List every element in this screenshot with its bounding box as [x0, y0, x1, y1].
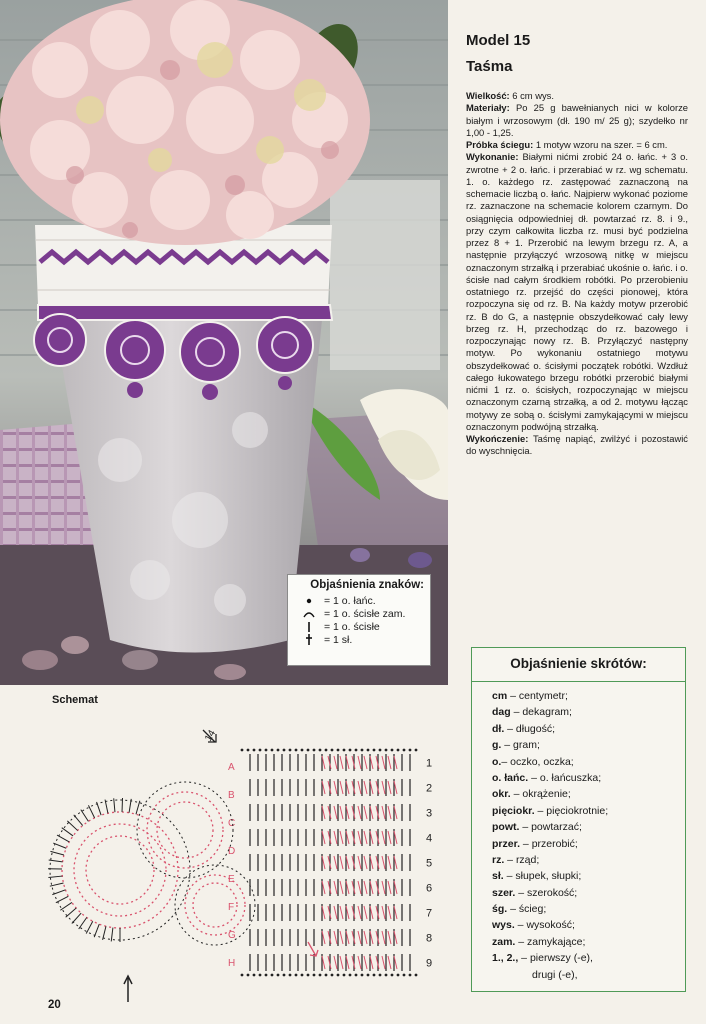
- pink-stitch: [364, 831, 367, 844]
- work-label: Wykonanie:: [466, 151, 519, 163]
- pink-stitch: [382, 881, 385, 894]
- abbreviation-key: zam.: [492, 935, 516, 948]
- pink-stitch: [364, 781, 367, 794]
- motif-arc: [147, 792, 223, 868]
- abbreviation-key: powt.: [492, 821, 520, 834]
- abbreviation-item: [492, 967, 685, 983]
- abbreviation-item: [492, 770, 685, 786]
- radial-stitch: [52, 890, 65, 895]
- pink-stitch: [388, 906, 391, 919]
- chain-dot: [409, 749, 412, 752]
- chain-dot: [283, 749, 286, 752]
- pink-stitch: [388, 831, 391, 844]
- radial-stitch: [57, 835, 69, 842]
- gauge-text: 1 motyw wzoru na szer. = 6 cm.: [533, 139, 668, 150]
- pink-stitch: [358, 756, 361, 769]
- radial-stitch: [62, 828, 73, 836]
- radial-stitch: [49, 860, 63, 862]
- motif-letter: C: [228, 818, 236, 829]
- pink-stitch: [340, 906, 343, 919]
- schematic-label: Schemat: [52, 694, 98, 706]
- pink-arrow-icon: [308, 942, 318, 956]
- chain-dot: [265, 974, 268, 977]
- pink-stitch: [358, 856, 361, 869]
- abbreviation-text: – dekagram;: [510, 706, 572, 719]
- abbreviation-item: [492, 868, 685, 884]
- motif-letter: D: [228, 846, 236, 857]
- motif-arc: [157, 802, 213, 858]
- symbol-row: [294, 620, 424, 633]
- chain-dot: [277, 749, 280, 752]
- radial-stitch: [111, 928, 113, 942]
- size-text: 6 cm wys.: [509, 90, 554, 101]
- row-number: 8: [426, 932, 433, 945]
- abbreviation-key: okr.: [492, 788, 511, 801]
- abbreviations-box: [471, 647, 686, 992]
- pink-stitch: [334, 856, 337, 869]
- chain-dot: [325, 749, 328, 752]
- chain-dot: [349, 974, 352, 977]
- radial-stitch: [94, 924, 99, 937]
- radial-stitch: [67, 821, 77, 831]
- pink-stitch: [364, 856, 367, 869]
- size-paragraph: [466, 90, 688, 102]
- pink-stitch: [364, 906, 367, 919]
- chain-dot: [415, 749, 418, 752]
- pink-stitch: [334, 956, 337, 969]
- motif-arc: [86, 836, 154, 904]
- chain-dot: [337, 974, 340, 977]
- motif-arc: [175, 865, 255, 945]
- abbreviation-item: [492, 836, 685, 852]
- symbol-row: [294, 633, 424, 646]
- pink-stitch: [340, 856, 343, 869]
- abbreviation-text: – pierwszy (-e),: [518, 952, 593, 965]
- chain-dot: [397, 749, 400, 752]
- chain-dot: [361, 974, 364, 977]
- symbols-legend-title: Objaśnienia znaków:: [310, 579, 424, 591]
- chain-dot: [271, 749, 274, 752]
- radial-stitch: [97, 802, 102, 815]
- motif-arc: [74, 824, 166, 916]
- radial-stitch: [48, 876, 62, 877]
- abbreviation-item: [492, 721, 685, 737]
- pink-stitch: [388, 856, 391, 869]
- abbreviation-text: – centymetr;: [507, 690, 568, 702]
- chain-dot: [373, 974, 376, 977]
- chain-dot: [337, 749, 340, 752]
- chain-dot: [247, 974, 250, 977]
- row-number: 6: [426, 882, 433, 895]
- abbreviations-list: [472, 682, 685, 983]
- motif-arc: [137, 782, 236, 878]
- chain-dot: [361, 749, 364, 752]
- chain-dot: [247, 749, 250, 752]
- single-crochet-bar-icon: [294, 621, 324, 633]
- chain-dot: [331, 749, 334, 752]
- radial-stitch: [72, 913, 81, 923]
- row-number: 2: [426, 782, 433, 795]
- pink-stitch: [334, 756, 337, 769]
- radial-stitch: [56, 896, 68, 902]
- pink-stitch: [364, 806, 367, 819]
- chain-dot: [313, 974, 316, 977]
- start-count: 14: [203, 728, 219, 744]
- pink-stitch: [334, 781, 337, 794]
- work-paragraph: [466, 151, 688, 433]
- abbreviation-key: 1., 2.,: [492, 952, 519, 965]
- chain-dot: [271, 974, 274, 977]
- row-number: 9: [426, 957, 433, 970]
- pink-stitch: [364, 956, 367, 969]
- abbreviation-key: wys.: [492, 919, 515, 932]
- radial-stitch: [86, 921, 93, 933]
- pink-stitch: [340, 781, 343, 794]
- pink-stitch: [382, 831, 385, 844]
- crochet-schematic: [20, 720, 440, 1005]
- abbreviation-item: [492, 917, 685, 933]
- abbreviation-item: [492, 950, 685, 966]
- chain-dot: [349, 749, 352, 752]
- abbreviation-key: szer.: [492, 886, 516, 899]
- pink-stitch: [382, 781, 385, 794]
- pink-stitch: [334, 831, 337, 844]
- symbol-text: = 1 o. ścisłe: [324, 620, 380, 633]
- row-number: 1: [426, 757, 433, 770]
- abbreviation-text: – pięciokrotnie;: [534, 804, 609, 817]
- motif-letter: G: [228, 930, 236, 941]
- abbreviation-item: [492, 819, 685, 835]
- pink-stitch: [388, 956, 391, 969]
- double-crochet-cross-icon: [294, 633, 324, 646]
- chain-dot: [355, 749, 358, 752]
- pink-stitch: [388, 931, 391, 944]
- abbreviation-text: – o. łańcuszka;: [528, 771, 602, 784]
- pink-stitch: [358, 906, 361, 919]
- gauge-label: Próbka ściegu:: [466, 139, 534, 150]
- abbreviation-key: dag: [492, 706, 511, 719]
- pink-stitch: [334, 806, 337, 819]
- abbreviation-key: przer.: [492, 837, 521, 850]
- abbreviation-key: sł.: [492, 870, 504, 883]
- pink-stitch: [358, 781, 361, 794]
- pink-stitch: [358, 831, 361, 844]
- pink-stitch: [340, 956, 343, 969]
- pink-stitch: [334, 906, 337, 919]
- finish-paragraph: [466, 433, 688, 458]
- chain-dot: [397, 974, 400, 977]
- chain-dot: [415, 974, 418, 977]
- chain-dot: [325, 974, 328, 977]
- chain-dot: [319, 974, 322, 977]
- motif-letter: H: [228, 958, 236, 969]
- finish-label: Wykończenie:: [466, 433, 529, 444]
- radial-stitch: [114, 798, 115, 812]
- chain-dot: [259, 974, 262, 977]
- abbreviation-text: – słupek, słupki;: [503, 870, 582, 883]
- pink-stitch: [388, 756, 391, 769]
- abbreviation-text: – rząd;: [504, 853, 540, 866]
- chain-dot: [265, 749, 268, 752]
- pink-stitch: [340, 756, 343, 769]
- symbol-text: = 1 sł.: [324, 633, 353, 646]
- abbreviation-item: [492, 934, 685, 950]
- abbreviation-item: [492, 852, 685, 868]
- abbreviation-key: cm: [492, 690, 508, 702]
- abbreviation-text: – oczko, oczka;: [501, 755, 574, 768]
- abbreviation-key: pięciokr.: [492, 804, 535, 817]
- motif-letter: A: [228, 762, 235, 773]
- abbreviation-item: [492, 704, 685, 720]
- radial-stitch: [53, 843, 66, 848]
- symbol-text: = 1 o. łańc.: [324, 594, 376, 607]
- model-subtitle: Taśma: [466, 58, 513, 75]
- chain-dot: [307, 749, 310, 752]
- chain-dot: [391, 974, 394, 977]
- abbreviation-key: o.: [492, 755, 502, 768]
- chain-dot: [379, 974, 382, 977]
- chain-dot: [391, 749, 394, 752]
- symbols-legend: [287, 574, 431, 666]
- work-text: Białymi nićmi zrobić 24 o. łańc. + 3 o. zwrotne + 2 o. łańc. i przerabiać w rz. wg schematu. 1. o. każdego rz. zastępować zaznaczoną na schemacie liczbą o. łańc. Najpierw wykonać poziome rz. zaznaczone na schemacie kolorem czarnym. Do osiągnięcia odpowiedniej dł. powtarzać rz. 8. i 9., przy czym całkowita liczba rz. musi być podzielna przez 8 + 1. Przerobić na lewym brzegu rz. A, a następnie przyłączyć wrzosową nitkę w miejscu oznaczonym strzałką i przerabiać ukośnie o. łańc. i o. ścisłe nad całym środkiem robótki. Po przerobieniu ostatniego rz. przejść do części pionowej, która rozpoczyna się od rz. B. Na każdy motyw przerobić rz. B do G, a następnie obszydełkować cały lewy brzeg rz. H, przechodząc do rz. bazowego i rozpoczynając nowy rz. B. Przyłączyć następny motyw. Po wykonaniu ostatniego motywu obszydełkować o. ścisłymi początek robótki. Wzdłuż całego łukowatego brzegu robótki przerobić białymi nićmi 1 rz. o. ścisłych, rozpoczynając w miejscu oznaczonym czarną strzałką, a od 2. motywu łącząc motywy ze sobą o. ścisłymi zamykającymi w miejscu oznaczonym podwójną strzałką.: [466, 151, 688, 432]
- chain-dot: [283, 974, 286, 977]
- motif-letter: F: [228, 902, 235, 913]
- radial-stitch: [79, 918, 87, 929]
- chain-dot: [295, 974, 298, 977]
- abbreviation-text: drugi (-e),: [532, 968, 578, 981]
- abbreviation-text: – gram;: [501, 739, 540, 752]
- materials-label: Materiały:: [466, 102, 510, 114]
- start-arrow-icon: [124, 976, 132, 1002]
- abbreviation-key: rz.: [492, 853, 505, 866]
- abbreviation-item: [492, 803, 685, 819]
- row-number: 5: [426, 857, 433, 870]
- chain-dot: [373, 749, 376, 752]
- model-title: Model 15: [466, 32, 531, 49]
- pink-stitch: [382, 856, 385, 869]
- chain-dot: [253, 974, 256, 977]
- pink-stitch: [364, 881, 367, 894]
- chain-dot: [253, 749, 256, 752]
- chain-dot: [409, 974, 412, 977]
- pink-stitch: [340, 831, 343, 844]
- pink-stitch: [382, 931, 385, 944]
- radial-stitch: [136, 801, 140, 814]
- radial-stitch: [74, 815, 83, 826]
- pink-stitch: [340, 806, 343, 819]
- pink-stitch: [388, 806, 391, 819]
- abbreviation-text: – przerobić;: [520, 837, 578, 850]
- pink-stitch: [358, 881, 361, 894]
- chain-dot: [301, 974, 304, 977]
- chain-dot: [259, 749, 262, 752]
- row-number: 3: [426, 807, 433, 820]
- chain-dot: [313, 749, 316, 752]
- chain-dot: [289, 974, 292, 977]
- pink-stitch: [334, 931, 337, 944]
- abbreviation-text: – okrążenie;: [510, 788, 571, 801]
- abbreviation-key: śg.: [492, 903, 508, 916]
- pink-stitch: [364, 931, 367, 944]
- abbreviation-key: o. łańc.: [492, 771, 529, 784]
- pink-stitch: [382, 906, 385, 919]
- abbreviation-item: [492, 901, 685, 917]
- radial-stitch: [60, 902, 72, 910]
- abbreviation-text: – powtarzać;: [519, 821, 582, 834]
- chain-dot: [277, 974, 280, 977]
- chain-dot: [241, 974, 244, 977]
- symbol-row: [294, 607, 424, 620]
- chain-dot: [295, 749, 298, 752]
- symbol-row: [294, 594, 424, 607]
- abbreviation-key: g.: [492, 739, 502, 752]
- pink-stitch: [358, 931, 361, 944]
- pink-stitch: [334, 881, 337, 894]
- materials-paragraph: [466, 102, 688, 139]
- pink-stitch: [382, 806, 385, 819]
- pink-stitch: [358, 806, 361, 819]
- chain-dot: [343, 749, 346, 752]
- pink-stitch: [364, 756, 367, 769]
- abbreviation-item: [492, 737, 685, 753]
- abbreviation-text: – ścieg;: [507, 903, 547, 916]
- chain-dot: [355, 974, 358, 977]
- abbreviation-text: – długość;: [504, 722, 556, 735]
- chain-dot: [385, 749, 388, 752]
- motif-arc: [62, 812, 178, 928]
- radial-stitch: [81, 810, 89, 822]
- radial-stitch: [129, 799, 131, 813]
- abbreviation-item: [492, 688, 685, 704]
- size-label: Wielkość:: [466, 90, 510, 101]
- row-number: 7: [426, 907, 433, 920]
- pink-stitch: [388, 781, 391, 794]
- symbol-text: = 1 o. ścisłe zam.: [324, 607, 406, 620]
- motif-letter: E: [228, 874, 235, 885]
- row-number: 4: [426, 832, 433, 845]
- motif-letter: B: [228, 790, 235, 801]
- pink-stitch: [388, 881, 391, 894]
- chain-dot: [319, 749, 322, 752]
- chain-dot-icon: [294, 596, 324, 606]
- chain-dot: [403, 974, 406, 977]
- pink-stitch: [340, 931, 343, 944]
- chain-dot: [385, 974, 388, 977]
- abbreviation-item: [492, 786, 685, 802]
- materials-text: Po 25 g bawełnianych nici w kolorze białym i wrzosowym (dł. 190 m/ 25 g); szydełko nr 1,00 - 1,25.: [466, 102, 688, 138]
- abbreviation-text: – wysokość;: [514, 919, 575, 932]
- pink-stitch: [382, 756, 385, 769]
- finish-text: Taśmę napiąć, zwilżyć i pozostawić do wyschnięcia.: [466, 433, 688, 457]
- pink-stitch: [382, 956, 385, 969]
- motif-arc: [185, 875, 245, 935]
- motif-arc: [50, 800, 190, 940]
- chain-dot: [241, 749, 244, 752]
- radial-stitch: [50, 883, 64, 886]
- abbreviation-item: [492, 754, 685, 770]
- chain-dot: [367, 749, 370, 752]
- abbreviation-text: – szerokość;: [515, 886, 578, 899]
- gauge-paragraph: [466, 139, 688, 151]
- abbreviations-title: Objaśnienie skrótów:: [472, 648, 685, 682]
- chain-dot: [367, 974, 370, 977]
- chain-dot: [379, 749, 382, 752]
- chain-dot: [403, 749, 406, 752]
- page-number: 20: [48, 999, 61, 1011]
- pink-stitch: [340, 881, 343, 894]
- chain-dot: [331, 974, 334, 977]
- pink-stitch: [358, 956, 361, 969]
- chain-dot: [301, 749, 304, 752]
- abbreviation-key: dł.: [492, 722, 505, 735]
- abbreviation-text: – zamykające;: [515, 935, 586, 948]
- abbreviation-item: [492, 885, 685, 901]
- slip-stitch-arc-icon: [294, 609, 324, 619]
- instructions-text: [466, 90, 688, 458]
- radial-stitch: [88, 805, 94, 818]
- chain-dot: [289, 749, 292, 752]
- chain-dot: [307, 974, 310, 977]
- chain-dot: [343, 974, 346, 977]
- radial-stitch: [66, 908, 77, 917]
